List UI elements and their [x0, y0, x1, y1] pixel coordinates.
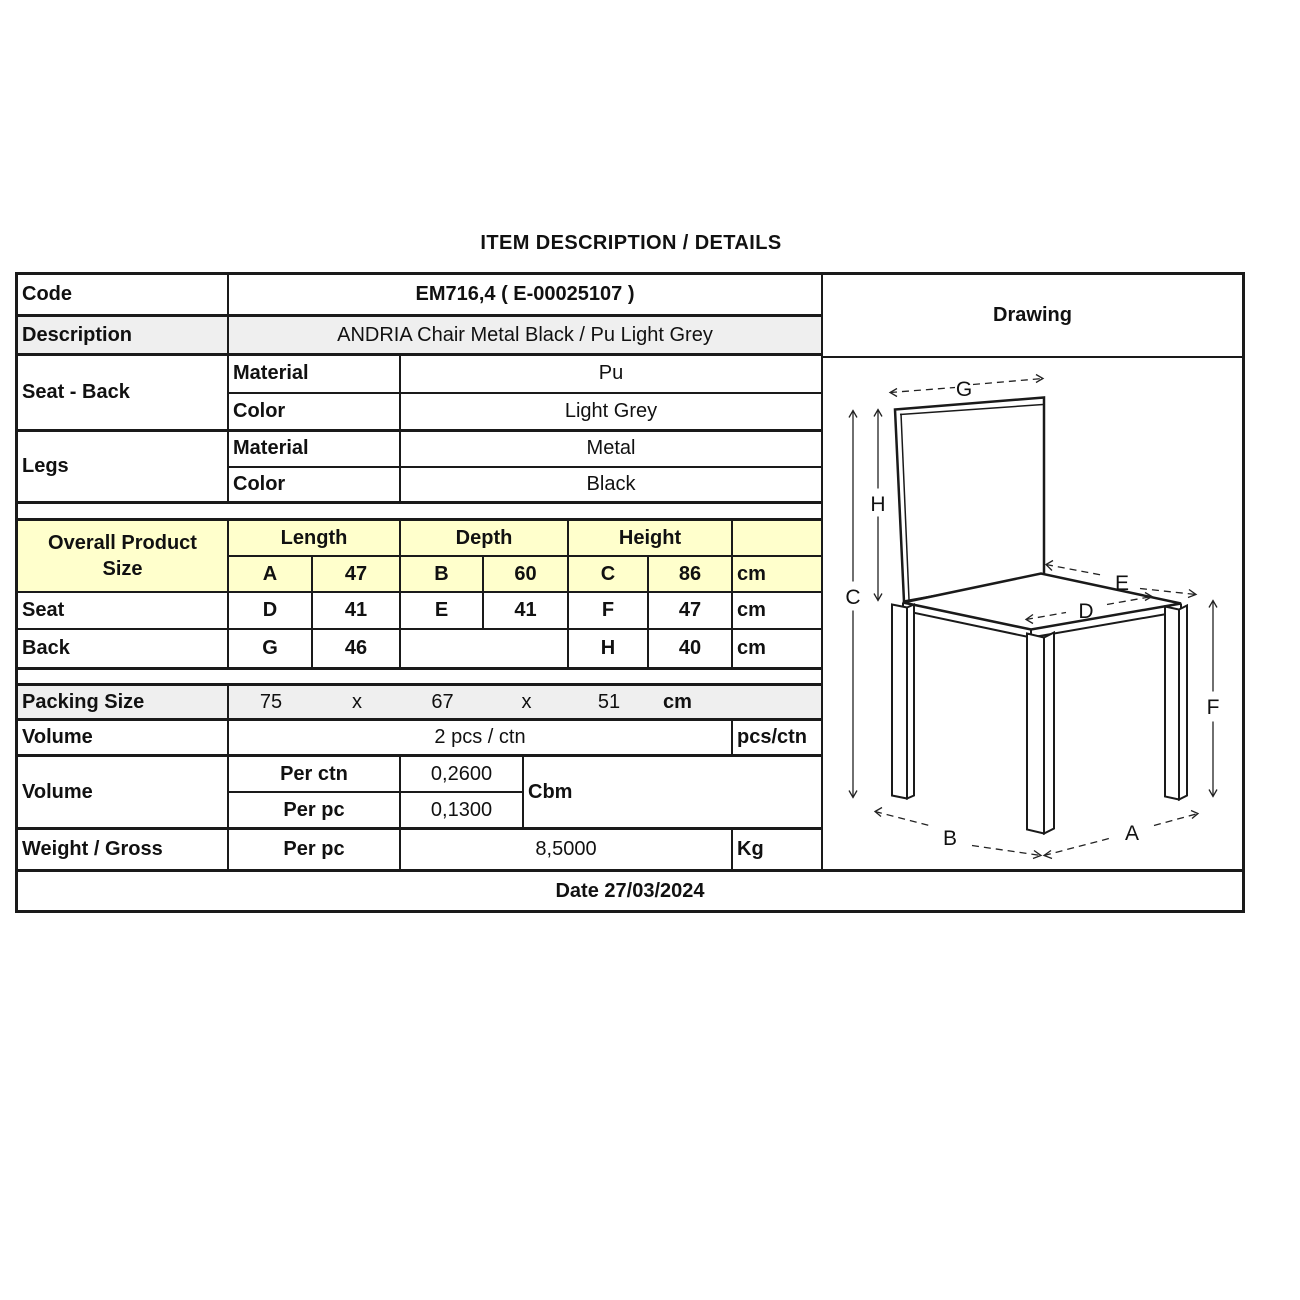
seat-back-color-value: Light Grey	[564, 399, 658, 422]
size-header-block	[229, 521, 821, 591]
depth-header: Depth	[401, 521, 569, 555]
seat-label: Seat	[18, 593, 229, 628]
volume-pcs-value: 2 pcs / ctn	[229, 721, 733, 754]
overall-size-label-line1: Overall Product	[48, 532, 197, 554]
description-label: Description	[18, 317, 229, 353]
per-pc-value: 0,1300	[430, 798, 493, 821]
seat-unit: cm	[737, 599, 766, 621]
back-label: Back	[18, 630, 229, 667]
dim-label-e: E	[1114, 572, 1130, 595]
packing-depth: 67	[431, 690, 454, 713]
overall-unit: cm	[733, 557, 821, 591]
spec-table	[15, 272, 1245, 913]
volume-pcs-unit: pcs/ctn	[737, 726, 808, 748]
spacer-row	[18, 504, 821, 521]
date-row	[18, 869, 1242, 910]
seat-back-label: Seat - Back	[18, 356, 229, 429]
packing-sep: x	[352, 690, 362, 713]
dim-label-b: B	[942, 827, 958, 850]
per-pc-label: Per pc	[229, 793, 401, 827]
packing-height: 51	[597, 690, 621, 713]
seat-back-material-row	[229, 356, 821, 394]
dim-a-value: 47	[313, 557, 401, 591]
legs-subrows	[229, 432, 821, 501]
dim-b-key: B	[401, 557, 484, 591]
volume-cbm-group	[18, 757, 821, 830]
date-value: Date 27/03/2024	[555, 879, 705, 902]
volume-label: Volume	[18, 721, 229, 754]
chair-drawing	[823, 358, 1242, 869]
code-row	[18, 275, 821, 317]
dim-f-value: 47	[649, 593, 733, 628]
legs-label: Legs	[18, 432, 229, 501]
dim-c-value: 86	[649, 557, 733, 591]
size-header-empty-cell	[733, 521, 821, 555]
volume-per-ctn-row	[229, 757, 522, 793]
dim-label-g: G	[955, 378, 973, 401]
overall-size-label-line2: Size	[102, 558, 143, 580]
legs-color-row	[229, 468, 821, 502]
code-value: EM716,4 ( E-00025107 )	[415, 283, 635, 305]
overall-size-group	[18, 521, 821, 593]
seat-back-color-row	[229, 394, 821, 430]
dim-a-key: A	[229, 557, 313, 591]
per-ctn-value: 0,2600	[430, 762, 493, 785]
dim-label-f: F	[1206, 696, 1220, 719]
drawing-title: Drawing	[823, 275, 1242, 358]
dim-d-value: 41	[313, 593, 401, 628]
drawing-canvas	[823, 358, 1242, 869]
material-label: Material	[229, 432, 401, 466]
volume-cbm-unit: Cbm	[528, 780, 573, 803]
color-label: Color	[229, 394, 401, 430]
dim-e-key: E	[401, 593, 484, 628]
legs-material-row	[229, 432, 821, 468]
length-header: Length	[229, 521, 401, 555]
volume-label: Volume	[18, 757, 229, 827]
volume-per-pc-row	[229, 793, 522, 827]
chair-outline	[892, 398, 1187, 834]
per-ctn-label: Per ctn	[229, 757, 401, 791]
weight-unit: Kg	[737, 838, 764, 860]
page-title: ITEM DESCRIPTION / DETAILS	[480, 232, 782, 254]
size-header-row	[229, 521, 821, 557]
dim-h-key: H	[569, 630, 649, 667]
dim-f-key: F	[569, 593, 649, 628]
dim-e-value: 41	[484, 593, 569, 628]
spacer-row	[18, 670, 821, 686]
packing-empty-cell	[733, 686, 821, 718]
dim-b-value: 60	[484, 557, 569, 591]
packing-size-label: Packing Size	[18, 686, 229, 718]
weight-row	[18, 830, 821, 869]
overall-size-label	[18, 521, 229, 591]
dim-label-d: D	[1078, 600, 1094, 623]
seat-back-material-value: Pu	[598, 362, 624, 385]
dim-label-h: H	[870, 493, 886, 516]
dim-h-value: 40	[649, 630, 733, 667]
seat-size-row	[18, 593, 821, 630]
spec-table-left	[18, 275, 823, 869]
packing-length: 75	[259, 690, 283, 713]
weight-per-pc-label: Per pc	[229, 830, 401, 869]
dim-label-c: C	[845, 586, 861, 609]
dim-label-a: A	[1124, 822, 1140, 845]
description-value: ANDRIA Chair Metal Black / Pu Light Grey	[337, 323, 713, 346]
dim-g-value: 46	[313, 630, 401, 667]
material-label: Material	[229, 356, 401, 392]
volume-pcs-row	[18, 721, 821, 757]
height-header: Height	[569, 521, 733, 555]
seat-back-subrows	[229, 356, 821, 429]
color-label: Color	[229, 468, 401, 502]
weight-value: 8,5000	[401, 830, 733, 869]
packing-sep: x	[521, 690, 532, 713]
back-size-row	[18, 630, 821, 670]
legs-group	[18, 432, 821, 504]
spec-table-main	[18, 275, 1242, 869]
seat-back-group	[18, 356, 821, 432]
description-row	[18, 317, 821, 356]
overall-size-row	[229, 557, 821, 591]
back-unit: cm	[737, 637, 766, 659]
weight-label: Weight / Gross	[18, 830, 229, 869]
dim-g-key: G	[229, 630, 313, 667]
dim-c-key: C	[569, 557, 649, 591]
back-empty-cell	[401, 630, 569, 667]
packing-unit: cm	[663, 690, 692, 713]
volume-cbm-subrows	[229, 757, 524, 827]
legs-color-value: Black	[586, 472, 636, 495]
legs-material-value: Metal	[586, 437, 636, 460]
code-label: Code	[18, 275, 229, 314]
packing-size-row	[18, 686, 821, 721]
drawing-panel	[823, 275, 1242, 869]
dim-d-key: D	[229, 593, 313, 628]
